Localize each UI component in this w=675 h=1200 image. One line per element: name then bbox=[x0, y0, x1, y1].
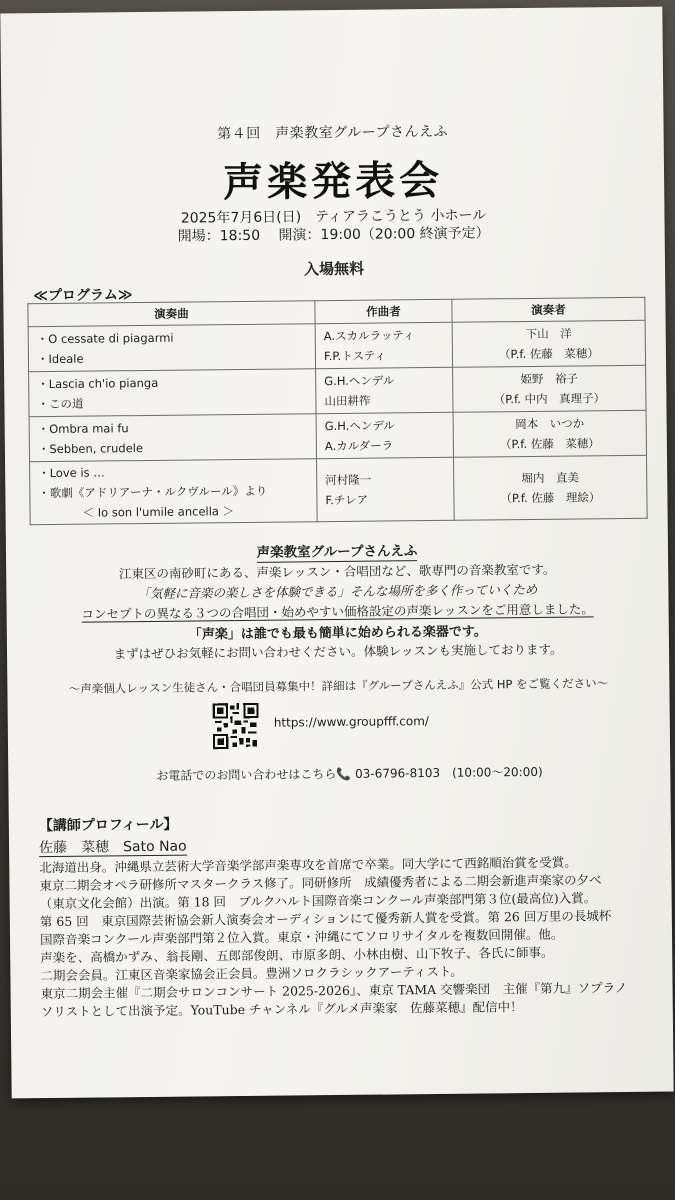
work-title: ・O cessate di piagarmi bbox=[36, 330, 174, 347]
table-row bbox=[29, 410, 646, 461]
about-line-1: 江東区の南砂町にある、声楽レッスン・合唱団など、歌専門の音楽教室です。 bbox=[118, 561, 556, 582]
pianist-name: （P.f. 佐藤 菜穂） bbox=[499, 436, 600, 452]
works-cell bbox=[30, 459, 318, 525]
event-subtitle: 第４回 声楽教室グループさんえふ bbox=[217, 123, 449, 143]
profile-name bbox=[39, 836, 187, 858]
work-title: ・Ombra mai fu bbox=[37, 421, 129, 437]
works-cell bbox=[29, 369, 316, 417]
profile-heading: 【講師プロフィール】 bbox=[38, 816, 178, 835]
pianist-name: （P.f. 中内 真理子） bbox=[493, 391, 606, 407]
aria-title: ＜ Io son l'umile ancella ＞ bbox=[82, 504, 235, 520]
work-title: ・Love is … bbox=[38, 465, 105, 481]
bio-line: 二期会会員。江東区音楽家協会正会員。豊洲ソロクラシックアーティスト。 bbox=[40, 963, 463, 984]
column-header-composers: 作曲者 bbox=[315, 299, 452, 323]
program-heading: ≪プログラム≫ bbox=[33, 287, 133, 305]
composer-name: 河村隆一 bbox=[325, 472, 372, 488]
work-title: ・Lascia ch'io pianga bbox=[37, 375, 159, 392]
qr-code[interactable] bbox=[213, 703, 259, 749]
recruit-notice: ～声楽個人レッスン生徒さん・合唱団員募集中！詳細は『グループさんえふ』公式 HP をご覧ください～ bbox=[68, 676, 609, 696]
works-cell bbox=[29, 414, 316, 462]
phone-contact: お電話でのお問い合わせはこちら📞 03-6796-8103 (10:00～20:00) bbox=[156, 764, 543, 783]
bio-line: 北海道出身。沖縄県立芸術大学音楽学部声楽専攻を首席で卒業。同大学にて西銘順治賞を受賞。 bbox=[39, 854, 577, 876]
composer-name: F.P.トスティ bbox=[323, 348, 386, 364]
bio-line: 東京二期会オペラ研修所マスタークラス修了。同研修所 成績優秀者による二期会新進声楽家の夕べ bbox=[39, 872, 602, 894]
composer-name: F.チレア bbox=[325, 492, 369, 508]
performer-name: 堀内 直美 bbox=[521, 470, 580, 486]
performers-cell bbox=[452, 320, 645, 367]
performer-name: 姫野 裕子 bbox=[520, 371, 579, 387]
program-table bbox=[27, 297, 647, 525]
composers-cell bbox=[316, 412, 453, 458]
composers-cell bbox=[315, 322, 452, 368]
work-title: ・Sebben, crudele bbox=[37, 441, 144, 457]
performers-cell bbox=[453, 365, 646, 412]
concert-flyer bbox=[0, 7, 673, 1099]
table-row bbox=[29, 365, 646, 416]
profile-name-text: 佐藤 菜穂 Sato Nao bbox=[38, 838, 187, 857]
column-header-performers: 演奏者 bbox=[452, 297, 645, 322]
composer-name: A.カルダーラ bbox=[324, 438, 394, 454]
composers-cell bbox=[316, 367, 453, 413]
performers-cell bbox=[453, 410, 646, 457]
work-title: ・Ideale bbox=[36, 351, 84, 367]
bio-line: ソリストとして出演予定。YouTube チャンネル『グルメ声楽家 佐藤菜穂』配信中！ bbox=[40, 999, 523, 1020]
about-line-3-text: コンセプトの異なる３つの合唱団・始めやすい価格設定の声楽レッスンをご用意しました。 bbox=[81, 601, 594, 622]
bio-line: 国際音楽コンクール声楽部門第２位入賞。東京・沖縄にてソロリサイタルを複数回開催。他。 bbox=[39, 926, 564, 948]
composers-cell bbox=[317, 457, 455, 521]
bio-line: 第 65 回 東京国際芸術協会新人演奏会オーディションにて優秀新人賞を受賞。第 26 回万里の長城杯 bbox=[39, 908, 612, 930]
table-row bbox=[30, 455, 648, 524]
bio-line: 声楽を、高橋かずみ、翁長剛、五郎部俊朗、市原多朗、小林由樹、山下牧子、各氏に師事。 bbox=[40, 944, 554, 966]
composer-name: G.H.ヘンデル bbox=[324, 373, 395, 389]
work-title: ・歌劇《アドリアーナ・ルクヴルール》より bbox=[38, 483, 268, 501]
event-times: 開場：18:50 開演：19:00（20:00 終演予定） bbox=[177, 225, 490, 245]
composer-name: G.H.ヘンデル bbox=[324, 418, 395, 434]
composer-name: A.スカルラッティ bbox=[323, 328, 415, 344]
work-title: ・この道 bbox=[37, 396, 84, 412]
pianist-name: （P.f. 佐藤 理絵） bbox=[500, 490, 601, 506]
event-title: 声楽発表会 bbox=[222, 157, 444, 207]
about-line-2: 「気軽に音楽の楽しさを体験できる」そんな場所を多く作っていくため bbox=[137, 581, 538, 602]
about-line-5: まずはぜひお気軽にお問い合わせください。体験レッスンも実施しております。 bbox=[113, 641, 563, 662]
works-cell bbox=[28, 324, 315, 372]
website-link[interactable]: https://www.groupfff.com/ bbox=[273, 714, 429, 730]
performers-cell bbox=[454, 455, 648, 520]
performer-name: 下山 洋 bbox=[525, 326, 572, 342]
admission-free: 入場無料 bbox=[303, 259, 365, 279]
performer-name: 岡本 いつか bbox=[515, 416, 585, 432]
group-name-text: 声楽教室グループさんえふ bbox=[256, 543, 418, 561]
about-line-4: 「声楽」は誰でも最も簡単に始められる楽器です。 bbox=[188, 624, 487, 643]
bio-line: （東京文化会館）出演。第 18 回 ブルクハルト国際音楽コンクール声楽部門第３位(最高位)入賞。 bbox=[39, 890, 597, 912]
event-date-venue: 2025年7月6日(日) ティアラこうとう 小ホール bbox=[180, 207, 487, 227]
pianist-name: （P.f. 佐藤 菜穂） bbox=[498, 346, 599, 362]
column-header-works: 演奏曲 bbox=[28, 301, 315, 327]
table-row bbox=[28, 320, 645, 371]
bio-line: 東京二期会主催『二期会サロンコンサート 2025-2026』、東京 TAMA 交響楽団 主催『第九』ソプラノ bbox=[40, 979, 628, 1002]
composer-name: 山田耕筰 bbox=[324, 393, 371, 409]
